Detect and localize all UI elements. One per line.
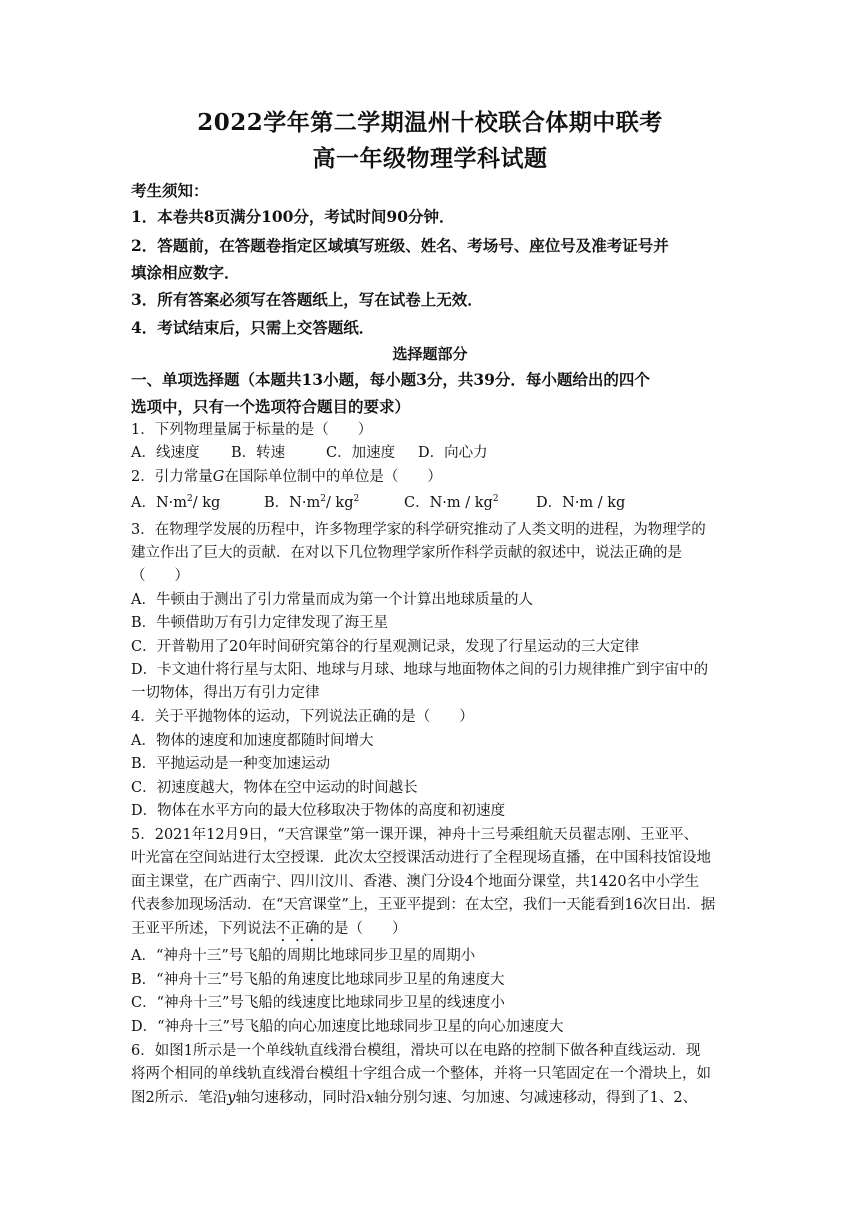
question-5-stem: 5．2021年12月9日，“天宫课堂”第一课开课，神舟十三号乘组航天员翟志刚、王亚平、 [131, 827, 699, 843]
question-6-stem: 6．如图1所示是一个单线轨直线滑台模组，滑块可以在电路的控制下做各种直线运动．现 [131, 1043, 701, 1059]
option-a: A．牛顿由于测出了引力常量而成为第一个计算出地球质量的人 [131, 592, 533, 608]
option-c: C．“神舟十三”号飞船的线速度比地球同步卫星的线速度小 [131, 995, 505, 1011]
option-b: B．$N\cdot m^2/$ $kg^2$ [264, 494, 360, 511]
option-a: A．“神舟十三”号飞船的周期比地球同步卫星的周期小 [131, 948, 476, 964]
question-3-stem: （ ） [131, 568, 189, 584]
question-5-stem: 代表参加现场活动．在“天宫课堂”上，王亚平提到：在太空，我们一天能看到16次日出．据 [131, 897, 716, 913]
option-b: B．牛顿借助万有引力定律发现了海王星 [131, 615, 389, 631]
emphasis-not-correct: 不正确 [276, 921, 320, 937]
question-3-stem: 3．在物理学发展的历程中，许多物理学家的科学研究推动了人类文明的进程，为物理学的 [131, 522, 706, 538]
notice-item: 2．答题前，在答题卷指定区域填写班级、姓名、考场号、座位号及准考证号并 [131, 236, 669, 255]
option-d: D．卡文迪什将行星与太阳、地球与月球、地球与地面物体之间的引力规律推广到宇宙中的 [131, 662, 709, 678]
question-5-stem: 王亚平所述，下列说法不正确的是（ ） [131, 921, 407, 937]
option-a: A．物体的速度和加速度都随时间增大 [131, 733, 374, 749]
option-c: C．加速度 [326, 445, 396, 461]
notice-heading: 考生须知： [131, 181, 209, 200]
part-heading: 一、单项选择题（本题共13小题，每小题3分，共39分．每小题给出的四个 [131, 370, 650, 389]
option-d: D．“神舟十三”号飞船的向心加速度比地球同步卫星的向心加速度大 [131, 1019, 564, 1035]
notice-item: 1．本卷共8页满分100分，考试时间90分钟． [131, 207, 455, 226]
question-6-stem: 将两个相同的单线轨直线滑台模组十字组合成一个整体，并将一只笔固定在一个滑块上，如 [131, 1066, 711, 1082]
question-6-stem: 图2所示．笔沿y轴匀速移动，同时沿x轴分别匀速、匀加速、匀减速移动，得到了1、2、 [131, 1090, 698, 1106]
question-2-stem: 2．引力常量G在国际单位制中的单位是（ ） [131, 469, 442, 485]
option-b: B．“神舟十三”号飞船的角速度比地球同步卫星的角速度大 [131, 972, 505, 988]
option-d: D．N·m / kg [536, 495, 626, 511]
part-heading: 选项中，只有一个选项符合题目的要求） [131, 397, 411, 416]
option-d: D．向心力 [418, 445, 488, 461]
question-5-stem: 面主课堂，在广西南宁、四川汶川、香港、澳门分设4个地面分课堂，共1420名中小学生 [131, 874, 700, 890]
option-a: A．$N\cdot m^2/$ kg [131, 494, 221, 511]
section-title: 选择题部分 [392, 345, 468, 363]
option-b: B．平抛运动是一种变加速运动 [131, 756, 331, 772]
option-c: C．$N\cdot m / kg^2$ [404, 494, 499, 511]
question-1-options [131, 443, 731, 463]
question-4-stem: 4．关于平抛物体的运动，下列说法正确的是（ ） [131, 709, 474, 725]
option-c: C．开普勒用了20年时间研究第谷的行星观测记录，发现了行星运动的三大定律 [131, 639, 640, 655]
option-c: C．初速度越大，物体在空中运动的时间越长 [131, 780, 418, 796]
exam-title: 2022学年第二学期温州十校联合体期中联考 [197, 109, 663, 136]
notice-item: 4．考试结束后，只需上交答题纸． [131, 318, 375, 337]
exam-subtitle: 高一年级物理学科试题 [312, 145, 548, 172]
option-d: D．物体在水平方向的最大位移取决于物体的高度和初速度 [131, 803, 506, 819]
question-1-stem: 1．下列物理量属于标量的是（ ） [131, 422, 373, 438]
notice-item: 填涂相应数字． [131, 263, 240, 282]
option-b: B．转速 [231, 445, 286, 461]
notice-item: 3．所有答案必须写在答题纸上，写在试卷上无效． [131, 290, 483, 309]
option-d-continued: 一切物体，得出万有引力定律 [131, 685, 320, 701]
question-5-stem: 叶光富在空间站进行太空授课．此次太空授课活动进行了全程现场直播，在中国科技馆设地 [131, 850, 711, 866]
option-a: A．线速度 [131, 445, 200, 461]
question-2-options [131, 493, 731, 513]
question-3-stem: 建立作出了巨大的贡献．在对以下几位物理学家所作科学贡献的叙述中，说法正确的是 [131, 545, 682, 561]
